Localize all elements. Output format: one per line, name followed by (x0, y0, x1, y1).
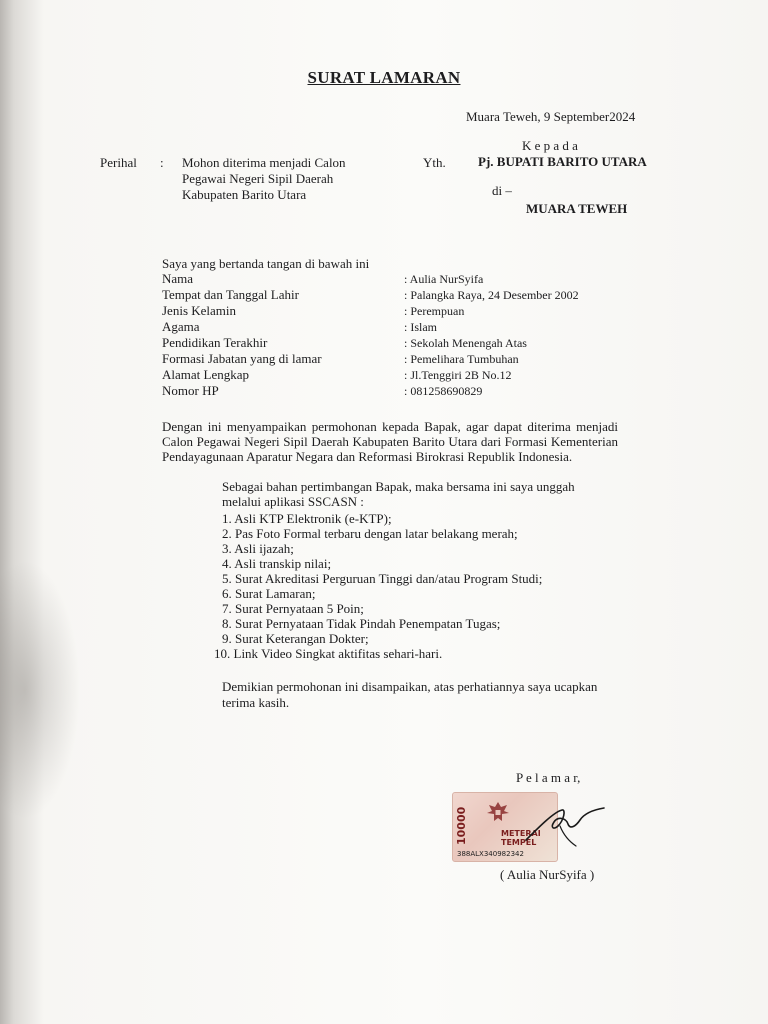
list-item: 10. Link Video Singkat aktifitas sehari-hari. (214, 646, 443, 661)
list-item: 9. Surat Keterangan Dokter; (222, 631, 369, 646)
list-item: 5. Surat Akreditasi Perguruan Tinggi dan/atau Program Studi; (222, 571, 543, 586)
field-label: Formasi Jabatan yang di lamar (162, 351, 322, 366)
recipient-name: Pj. BUPATI BARITO UTARA (478, 154, 647, 169)
recipient-di: di – (492, 183, 512, 198)
stamp-label-meterai: METERAI (501, 829, 541, 838)
list-item: 1. Asli KTP Elektronik (e-KTP); (222, 511, 392, 526)
field-label: Agama (162, 319, 200, 334)
field-value: : Jl.Tenggiri 2B No.12 (404, 368, 512, 382)
attachment-list (214, 511, 543, 661)
perihal-label: Perihal (100, 155, 137, 170)
list-item: 7. Surat Pernyataan 5 Poin; (222, 601, 364, 616)
stamp-serial: 388ALX340982342 (457, 850, 524, 858)
closing-text (222, 679, 597, 711)
closing-line: Demikian permohonan ini disampaikan, atas perhatiannya saya ucapkan (222, 679, 598, 694)
field-label: Alamat Lengkap (162, 367, 249, 382)
field-value: : Pemelihara Tumbuhan (404, 352, 519, 366)
signature-scribble (520, 796, 620, 852)
field-value: : Aulia NurSyifa (404, 272, 484, 286)
page-shadow (0, 560, 80, 820)
field-label: Nomor HP (162, 383, 219, 398)
field-value: : Perempuan (404, 304, 465, 318)
perihal-text (182, 155, 346, 203)
document-title: SURAT LAMARAN (307, 68, 461, 87)
consider-text (222, 479, 575, 509)
recipient-city: MUARA TEWEH (526, 201, 628, 216)
field-label: Tempat dan Tanggal Lahir (162, 287, 299, 302)
list-item: 2. Pas Foto Formal terbaru dengan latar belakang merah; (222, 526, 518, 541)
field-value: : Palangka Raya, 24 Desember 2002 (404, 288, 579, 302)
stamp-value: 10000 (455, 806, 468, 845)
place-date: Muara Teweh, 9 September2024 (466, 109, 636, 124)
yth-label: Yth. (423, 155, 446, 170)
field-value: : Sekolah Menengah Atas (404, 336, 527, 350)
pelamar-label: P e l a m a r, (516, 770, 581, 785)
signer-name: ( Aulia NurSyifa ) (500, 867, 595, 882)
list-item: 4. Asli transkip nilai; (222, 556, 332, 571)
body-paragraph: Dengan ini menyampaikan permohonan kepada Bapak, agar dapat diterima menjadi Calon Pegawai Negeri Sipil Daerah Kabupaten Barito Utara dari Formasi Kementerian Pendayagunaan Aparatur Negara dan Reformasi Birokrasi Republik Indonesia. (162, 419, 618, 464)
perihal-line: Pegawai Negeri Sipil Daerah (182, 171, 334, 186)
stamp-label-tempel: TEMPEL (501, 838, 537, 847)
closing-line: terima kasih. (222, 695, 290, 710)
consider-line: melalui aplikasi SSCASN : (222, 494, 364, 509)
perihal-line: Kabupaten Barito Utara (182, 187, 307, 202)
list-item: 8. Surat Pernyataan Tidak Pindah Penempatan Tugas; (222, 616, 501, 631)
list-item: 3. Asli ijazah; (222, 541, 294, 556)
intro-text: Saya yang bertanda tangan di bawah ini (162, 256, 370, 271)
field-value: : 081258690829 (404, 384, 483, 398)
field-values (404, 271, 579, 399)
field-value: : Islam (404, 320, 437, 334)
field-labels (162, 271, 322, 399)
field-label: Nama (162, 271, 194, 286)
perihal-line: Mohon diterima menjadi Calon (182, 155, 346, 170)
perihal-colon: : (160, 155, 164, 170)
field-label: Pendidikan Terakhir (162, 335, 268, 350)
kepada-label: K e p a d a (522, 138, 578, 153)
list-item: 6. Surat Lamaran; (222, 586, 316, 601)
field-label: Jenis Kelamin (162, 303, 237, 318)
garuda-emblem-icon (485, 799, 511, 825)
consider-line: Sebagai bahan pertimbangan Bapak, maka bersama ini saya unggah (222, 479, 575, 494)
